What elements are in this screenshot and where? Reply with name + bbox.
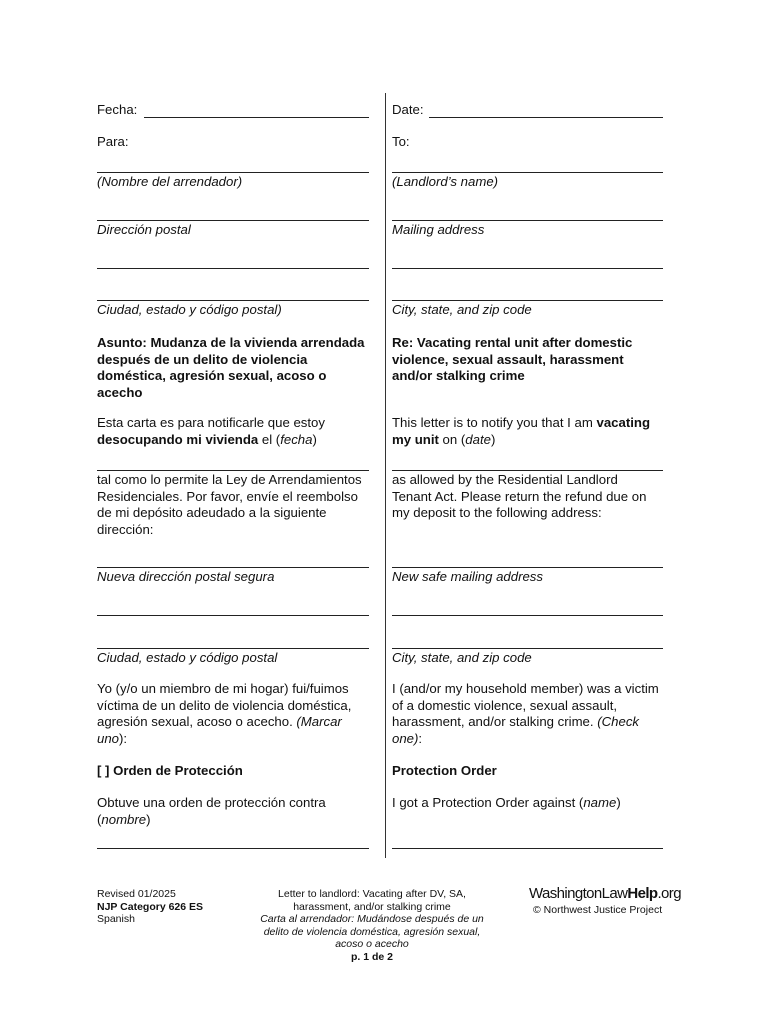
orden-checkbox[interactable]: [ ] Orden de Protección: [97, 763, 243, 778]
name-label: (Landlord’s name): [392, 174, 499, 189]
city-label: City, state, and zip code: [392, 302, 532, 317]
carta-text: Esta carta es para notificarle que estoy desocupando mi vivienda el (fecha): [97, 415, 325, 447]
city2-line[interactable]: [392, 648, 663, 649]
footer-center: Letter to landlord: Vacating after DV, SA, harassment, and/or stalking crime Carta al arrendador: Mudándose después de un delito de violencia doméstica, agresión sexual, acoso o acecho p. 1 de 2: [236, 888, 508, 963]
yo-text: Yo (y/o un miembro de mi hogar) fui/fuimos víctima de un delito de violencia doméstica, agresión sexual, acoso o acecho. (Marcar uno):: [97, 681, 352, 746]
direccion-line[interactable]: [97, 220, 369, 221]
ciudad2-label: Ciudad, estado y código postal: [97, 650, 278, 665]
revised-text: Revised 01/2025: [97, 888, 176, 900]
mailing-line[interactable]: [392, 220, 663, 221]
ley-text: tal como lo permite la Ley de Arrendamientos Residenciales. Por favor, envíe el reembolso de mi depósito adeudado a la siguiente dirección:: [97, 472, 362, 537]
obtuve-line[interactable]: [97, 848, 369, 849]
category-text: NJP Category 626 ES: [97, 900, 204, 913]
footer-left: [97, 888, 203, 926]
protection-heading: Protection Order: [392, 763, 497, 778]
copyright-text: © Northwest Justice Project: [533, 904, 663, 916]
para-label: Para:: [97, 134, 129, 149]
washingtonlawhelp-logo: WashingtonLawHelp.org: [529, 885, 681, 902]
date-line[interactable]: [429, 117, 663, 118]
ciudad-label: Ciudad, estado y código postal): [97, 302, 282, 317]
city-line[interactable]: [392, 300, 663, 301]
victim-text: I (and/or my household member) was a victim of a domestic violence, sexual assault, harassment, and/or stalking crime. (Check one):: [392, 681, 659, 746]
got-line[interactable]: [392, 848, 663, 849]
city2-label: City, state, and zip code: [392, 650, 532, 665]
language-text: Spanish: [97, 913, 135, 925]
mailing-line-2[interactable]: [392, 268, 663, 269]
direccion-line-2[interactable]: [97, 268, 369, 269]
re-heading: Re: Vacating rental unit after domestic violence, sexual assault, harassment and/or stalking crime: [392, 335, 633, 383]
fecha-line[interactable]: [144, 117, 369, 118]
fecha-mudanza-line[interactable]: [97, 470, 369, 471]
allowed-text: as allowed by the Residential Landlord Tenant Act. Please return the refund due on my deposit to the following address:: [392, 472, 647, 520]
nombre-line[interactable]: [97, 172, 369, 173]
obtuve-text: Obtuve una orden de protección contra (nombre): [97, 795, 326, 827]
fecha-label: Fecha:: [97, 102, 138, 117]
nueva-line-2[interactable]: [97, 615, 369, 616]
ciudad-line[interactable]: [97, 300, 369, 301]
page-number: p. 1 de 2: [350, 950, 393, 963]
nueva-line[interactable]: [97, 567, 369, 568]
newsafe-line-2[interactable]: [392, 615, 663, 616]
letter-text: This letter is to notify you that I am vacating my unit on (date): [392, 415, 651, 447]
to-label: To:: [392, 134, 410, 149]
vacate-date-line[interactable]: [392, 470, 663, 471]
newsafe-label: New safe mailing address: [392, 569, 543, 584]
direccion-label: Dirección postal: [97, 222, 191, 237]
date-label: Date:: [392, 102, 424, 117]
mailing-label: Mailing address: [392, 222, 485, 237]
ciudad2-line[interactable]: [97, 648, 369, 649]
newsafe-line[interactable]: [392, 567, 663, 568]
column-divider: [385, 93, 386, 858]
nombre-label: (Nombre del arrendador): [97, 174, 243, 189]
asunto-heading: Asunto: Mudanza de la vivienda arrendada después de un delito de violencia doméstica, agresión sexual, acoso o acecho: [97, 335, 365, 400]
name-line[interactable]: [392, 172, 663, 173]
got-text: I got a Protection Order against (name): [392, 795, 621, 810]
nueva-label: Nueva dirección postal segura: [97, 569, 275, 584]
